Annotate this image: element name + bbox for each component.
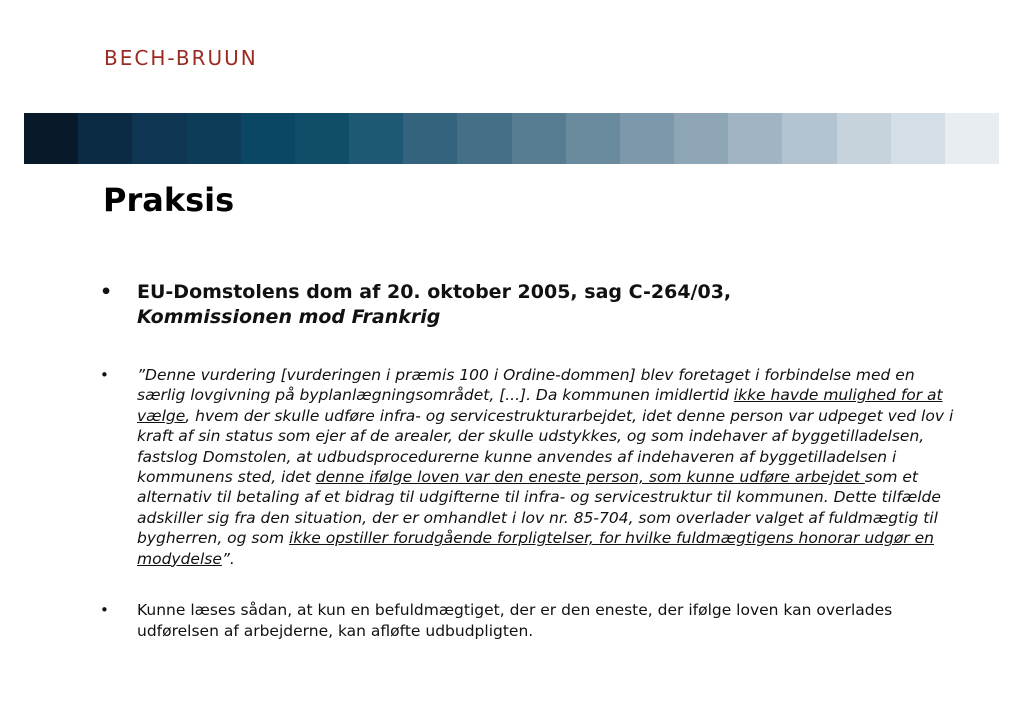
- band-swatch: [837, 113, 891, 164]
- band-swatch: [295, 113, 349, 164]
- band-swatch: [403, 113, 457, 164]
- color-gradient-band: [24, 113, 999, 164]
- band-swatch: [728, 113, 782, 164]
- quote-text-2: , hvem der skulle udføre infra- og servicestrukturarbejdet, idet denne person var udpeget ved lov i kraft af sin status som ejer af de arealer, der skulle udstykkes, og som indehaver af byggetilladelsen, fastslog Domstolen, at udbudsprocedurerne kunne anvendes af indehaveren af byggetilladelsen i kommunens sted, idet: [137, 406, 954, 487]
- band-swatch: [782, 113, 836, 164]
- band-swatch: [132, 113, 186, 164]
- bullet-icon: •: [100, 281, 113, 303]
- band-swatch: [24, 113, 78, 164]
- band-swatch: [349, 113, 403, 164]
- interpretation-text: Kunne læses sådan, at kun en befuldmægtiget, der er den eneste, der ifølge loven kan overlades udførelsen af arbejderne, kan afløfte udbudpligten.: [137, 601, 893, 641]
- quote-text-4: ”.: [221, 549, 235, 568]
- band-swatch: [512, 113, 566, 164]
- quote-text-1: ”Denne vurdering [vurderingen i præmis 100 i Ordine-dommen] blev foretaget i forbindelse med en særlig lovgivning på byplanlægningsområdet, [...]. Da kommunen imidlertid: [137, 366, 915, 405]
- page-title: Praksis: [103, 181, 235, 219]
- band-swatch: [457, 113, 511, 164]
- quote-underlined-1: ikke havde mulighed for at vælge: [137, 386, 943, 425]
- case-title-line1: EU-Domstolens dom af 20. oktober 2005, sag C-264/03,: [137, 281, 732, 303]
- band-swatch: [891, 113, 945, 164]
- band-swatch: [187, 113, 241, 164]
- bullet-item-interpretation: [100, 600, 960, 642]
- bullet-list: [100, 280, 960, 642]
- bullet-icon: •: [100, 601, 109, 620]
- quote-underlined-2: denne ifølge loven var den eneste person, som kunne udføre arbejdet: [315, 468, 865, 487]
- quote-underlined-3: ikke opstiller forudgående forpligtelser, for hvilke fuldmægtigens honorar udgør en modydelse: [137, 529, 934, 568]
- band-swatch: [566, 113, 620, 164]
- band-swatch: [78, 113, 132, 164]
- case-title-line2: Kommissionen mod Frankrig: [137, 306, 441, 328]
- bullet-item-quote: [100, 365, 960, 569]
- band-swatch: [674, 113, 728, 164]
- band-swatch: [620, 113, 674, 164]
- bullet-icon: •: [100, 366, 109, 384]
- bullet-item-case-reference: [100, 280, 960, 330]
- bech-bruun-logo: BECH-BRUUN: [104, 46, 258, 70]
- band-swatch: [241, 113, 295, 164]
- band-swatch: [945, 113, 999, 164]
- quote-text-3: som et alternativ til betaling af et bidrag til udgifterne til infra- og servicestruktur til kommunen. Dette tilfælde adskiller sig fra den situation, der er omhandlet i lov nr. 85-704, som overlader valget af fuldmægtig til bygherren, og som: [137, 468, 941, 548]
